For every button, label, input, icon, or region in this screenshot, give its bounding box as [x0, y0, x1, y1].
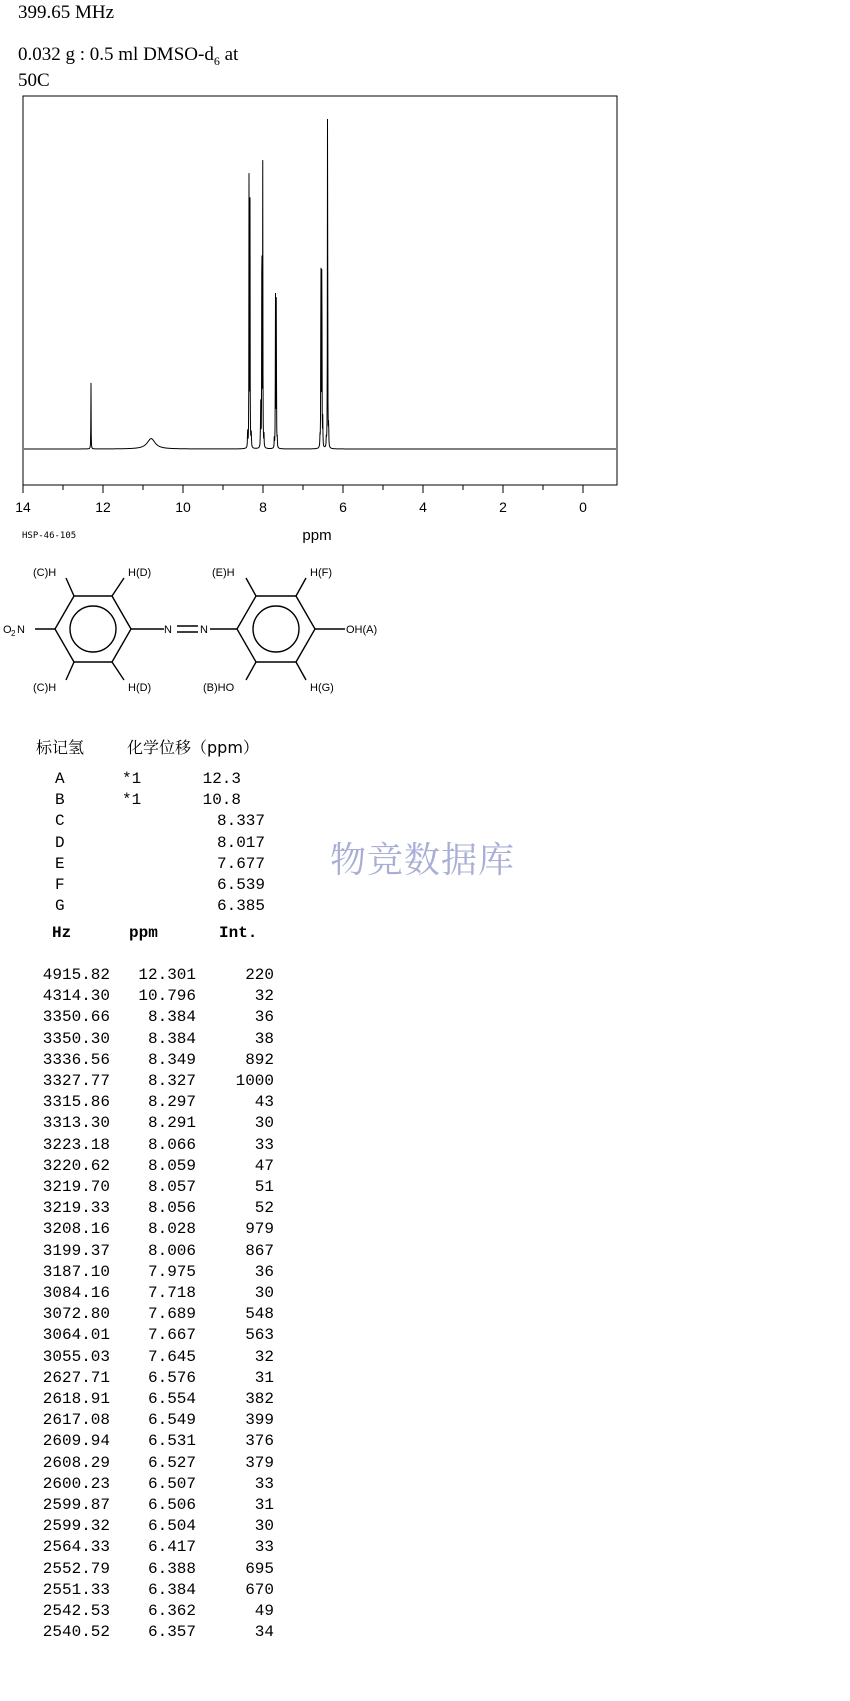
peak-hz: 2608.29 [42, 1453, 110, 1472]
assign-shift: 12.3 [202, 770, 241, 788]
assign-label: G [55, 897, 65, 916]
peak-hz: 2617.08 [42, 1411, 110, 1430]
col-header-ppm: ppm [129, 924, 158, 942]
assign-label: F [55, 876, 65, 894]
watermark: 物竞数据库 [330, 840, 516, 881]
assign-shift: 6.385 [216, 897, 265, 916]
nmr-spectrum-chart [0, 0, 850, 560]
peak-ppm: 7.975 [147, 1262, 196, 1281]
peak-int: 695 [245, 1559, 274, 1578]
spectrometer-frequency: 399.65 MHz [18, 2, 115, 23]
peak-hz: 3208.16 [42, 1220, 110, 1239]
peak-hz: 3219.70 [42, 1178, 110, 1196]
hydroxyl-label: OH(A) [346, 624, 378, 636]
peak-int: 33 [254, 1474, 274, 1493]
peak-int: 33 [254, 1538, 274, 1557]
peak-hz: 3350.66 [42, 1008, 110, 1027]
assign-note: *1 [122, 791, 142, 810]
assign-shift: 7.677 [216, 854, 265, 873]
azo-n2: N [200, 624, 208, 636]
assign-label: A [55, 770, 65, 788]
assign-label: D [55, 833, 65, 852]
peak-int: 979 [245, 1220, 274, 1239]
peak-int: 30 [254, 1517, 274, 1536]
peak-hz: 3315.86 [42, 1093, 110, 1112]
peak-int: 36 [254, 1262, 274, 1281]
col-header-hz: Hz [52, 924, 72, 942]
peak-hz: 3084.16 [42, 1284, 110, 1302]
assign-header-label: 标记氢 [36, 738, 85, 757]
peak-hz: 3199.37 [42, 1241, 110, 1260]
peak-hz: 2599.87 [42, 1496, 110, 1514]
peak-int: 379 [245, 1453, 274, 1472]
peak-hz: 2599.32 [42, 1517, 110, 1536]
peak-int: 52 [254, 1199, 274, 1218]
peak-int: 867 [245, 1241, 274, 1260]
peak-ppm: 8.028 [147, 1220, 196, 1239]
peak-ppm: 8.056 [147, 1199, 196, 1218]
x-tick-label: 6 [339, 499, 347, 515]
peak-ppm: 8.066 [147, 1135, 196, 1154]
label-c-top: (C)H [33, 567, 57, 579]
label-d-top: H(D) [128, 567, 152, 579]
peak-hz: 2627.71 [42, 1368, 110, 1387]
nitro-sub: 2 [11, 629, 16, 638]
peak-ppm: 7.718 [147, 1284, 196, 1302]
peak-ppm: 8.059 [147, 1156, 196, 1175]
peak-int: 43 [254, 1093, 274, 1112]
peak-hz: 4915.82 [42, 966, 110, 984]
peak-ppm: 6.417 [147, 1538, 196, 1557]
chemical-structure [0, 555, 400, 705]
peak-ppm: 6.357 [147, 1623, 196, 1642]
assign-header-shift: 化学位移（ppm） [127, 738, 259, 757]
peak-ppm: 6.388 [147, 1559, 196, 1578]
peak-ppm: 8.297 [147, 1093, 196, 1112]
peak-ppm: 7.645 [147, 1347, 196, 1366]
peak-int: 1000 [235, 1072, 274, 1090]
structure-code: HSP-46-105 [22, 531, 77, 541]
peak-int: 382 [245, 1390, 274, 1408]
peak-int: 548 [245, 1305, 274, 1324]
peak-int: 33 [254, 1135, 274, 1154]
peak-hz: 2609.94 [42, 1432, 110, 1451]
peak-hz: 3313.30 [42, 1114, 110, 1133]
assign-shift: 6.539 [216, 876, 265, 894]
sample-subscript: 6 [213, 53, 220, 68]
peak-ppm: 8.291 [147, 1114, 196, 1133]
assign-shift: 8.337 [216, 812, 265, 831]
peak-int: 32 [254, 987, 274, 1006]
peak-ppm: 8.384 [147, 1029, 196, 1048]
x-tick-label: 0 [579, 499, 587, 515]
peak-ppm: 8.349 [147, 1050, 196, 1069]
peak-int: 892 [245, 1050, 274, 1069]
peak-ppm: 6.507 [147, 1474, 196, 1493]
peak-hz: 3072.80 [42, 1305, 110, 1324]
peak-int: 36 [254, 1008, 274, 1027]
peak-ppm: 8.327 [147, 1072, 196, 1090]
label-e-top: (E)H [212, 567, 235, 579]
peak-int: 51 [254, 1178, 274, 1196]
assign-shift: 10.8 [202, 791, 241, 810]
peak-hz: 2540.52 [42, 1623, 110, 1642]
peak-int: 30 [254, 1114, 274, 1133]
assign-label: B [55, 791, 65, 810]
peak-int: 31 [254, 1368, 274, 1387]
peak-ppm: 6.554 [147, 1390, 196, 1408]
peak-int: 38 [254, 1029, 274, 1048]
x-tick-label: 8 [259, 499, 267, 515]
peak-ppm: 6.531 [147, 1432, 196, 1451]
peak-int: 563 [245, 1326, 274, 1345]
nitro-n: N [17, 624, 25, 636]
nitro-o: O [3, 624, 12, 636]
peak-hz: 2552.79 [42, 1559, 110, 1578]
x-tick-label: 2 [499, 499, 507, 515]
peak-ppm: 12.301 [138, 966, 196, 984]
peak-hz: 4314.30 [42, 987, 110, 1006]
peak-ppm: 7.689 [147, 1305, 196, 1324]
peak-int: 220 [245, 966, 274, 984]
peak-int: 376 [245, 1432, 274, 1451]
spectrum-trace [24, 119, 616, 449]
assign-label: E [55, 854, 65, 873]
peak-hz: 2600.23 [42, 1474, 110, 1493]
sample-prefix: 0.032 g : 0.5 ml DMSO-d [18, 44, 214, 65]
x-axis-label: ppm [302, 527, 332, 544]
peak-ppm: 6.504 [147, 1517, 196, 1536]
azo-n1: N [164, 624, 172, 636]
peak-ppm: 6.384 [147, 1580, 196, 1599]
label-d-bottom: H(D) [128, 682, 152, 694]
peak-ppm: 6.362 [147, 1602, 196, 1620]
peak-ppm: 6.506 [147, 1496, 196, 1514]
peak-ppm: 6.549 [147, 1411, 196, 1430]
peak-hz: 2564.33 [42, 1538, 110, 1557]
label-c-bottom: (C)H [33, 682, 57, 694]
peak-hz: 3336.56 [42, 1050, 110, 1069]
peak-ppm: 8.384 [147, 1008, 196, 1027]
peak-int: 670 [245, 1580, 274, 1599]
peak-hz: 2618.91 [42, 1390, 110, 1408]
col-header-int: Int. [219, 924, 258, 942]
temperature: 50C [18, 70, 50, 91]
x-tick-label: 10 [175, 499, 191, 515]
assign-shift: 8.017 [216, 833, 265, 852]
peak-ppm: 8.006 [147, 1241, 196, 1260]
label-f-top: H(F) [310, 567, 332, 579]
peak-int: 34 [254, 1623, 274, 1642]
peak-hz: 3327.77 [42, 1072, 110, 1090]
peak-hz: 3220.62 [42, 1156, 110, 1175]
x-tick-label: 4 [419, 499, 427, 515]
assign-label: C [55, 812, 65, 831]
structure-bonds [35, 578, 345, 680]
peak-hz: 2542.53 [42, 1602, 110, 1620]
peak-hz: 3350.30 [42, 1029, 110, 1048]
peak-int: 32 [254, 1347, 274, 1366]
peak-int: 30 [254, 1284, 274, 1302]
peak-hz: 3055.03 [42, 1347, 110, 1366]
peak-hz: 3223.18 [42, 1135, 110, 1154]
peak-int: 31 [254, 1496, 274, 1514]
peak-hz: 3219.33 [42, 1199, 110, 1218]
peak-ppm: 6.576 [147, 1368, 196, 1387]
peak-hz: 3064.01 [42, 1326, 110, 1345]
peak-ppm: 7.667 [147, 1326, 196, 1345]
assign-note: *1 [122, 770, 142, 788]
peak-int: 49 [254, 1602, 274, 1620]
sample-suffix: at [219, 44, 239, 65]
peak-int: 399 [245, 1411, 274, 1430]
peak-int: 47 [254, 1156, 274, 1175]
label-b-bottom: (B)HO [203, 682, 235, 694]
label-g-bottom: H(G) [310, 682, 334, 694]
peak-ppm: 8.057 [147, 1178, 196, 1196]
peak-ppm: 6.527 [147, 1453, 196, 1472]
peak-hz: 3187.10 [42, 1262, 110, 1281]
x-tick-label: 12 [95, 499, 111, 515]
peak-hz: 2551.33 [42, 1580, 110, 1599]
x-tick-label: 14 [15, 499, 31, 515]
peak-ppm: 10.796 [138, 987, 196, 1006]
